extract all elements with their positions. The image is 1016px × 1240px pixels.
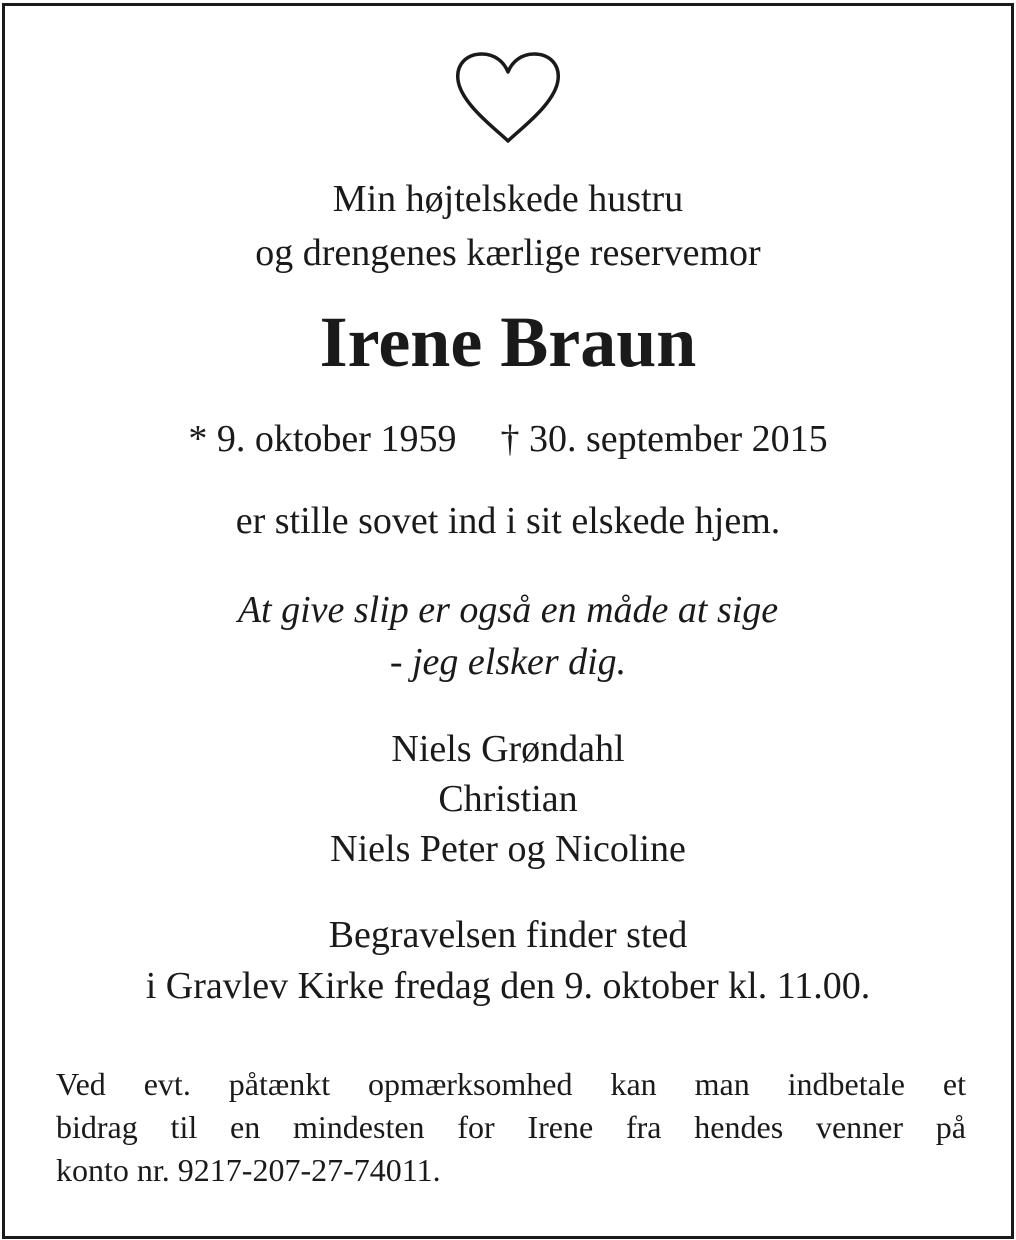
- donation-line: Ved evt. påtænkt opmærksomhed kan man indbetale et: [56, 1066, 966, 1102]
- quote-line: - jeg elsker dig.: [389, 641, 627, 683]
- statement: er stille sovet ind i sit elskede hjem.: [235, 500, 781, 542]
- intro-line: Min højtelskede hustru: [332, 178, 684, 220]
- family-member: Christian: [438, 778, 578, 820]
- family-member: Niels Peter og Nicoline: [330, 828, 686, 870]
- death-date: † 30. september 2015: [500, 418, 828, 460]
- family-member: Niels Grøndahl: [391, 728, 625, 770]
- funeral-line: Begravelsen finder sted: [328, 914, 688, 956]
- quote-line: At give slip er også en måde at sige: [237, 589, 779, 631]
- birth-date: * 9. oktober 1959: [188, 418, 457, 460]
- donation-note: [56, 1063, 966, 1192]
- donation-line: bidrag til en mindesten for Irene fra hendes venner på: [56, 1109, 966, 1145]
- funeral-line: i Gravlev Kirke fredag den 9. oktober kl. 11.00.: [145, 965, 871, 1007]
- deceased-name: Irene Braun: [319, 302, 697, 382]
- life-dates: [0, 420, 1016, 458]
- intro-line: og drengenes kærlige reservemor: [255, 232, 761, 274]
- heart-icon: [453, 50, 563, 146]
- donation-line: konto nr. 9217-207-27-74011.: [56, 1152, 441, 1188]
